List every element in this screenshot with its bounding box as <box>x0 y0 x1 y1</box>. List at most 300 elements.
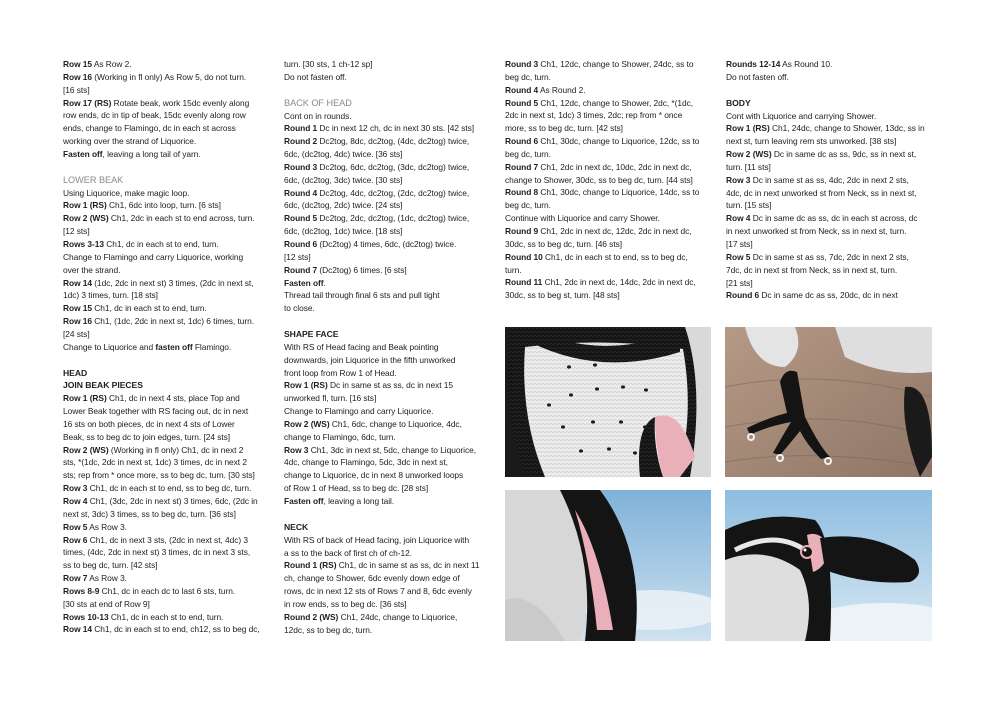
instruction-text: downwards, join Liquorice in the fifth unworked <box>284 354 456 365</box>
row-label: Round 1 <box>284 123 318 134</box>
instruction-text: next st, 3dc) 3 times, ss to beg dc, turn. [36 sts] <box>63 508 236 519</box>
instruction-text: As Row 3. <box>87 573 127 584</box>
row-label: Row 15 <box>63 59 93 69</box>
photo-penguin-wing-closeup <box>505 490 711 641</box>
instruction-text: Ch1, 3dc in next st, 5dc, change to Liquorice, <box>308 444 477 455</box>
paragraph-gap <box>284 315 494 328</box>
emphasis-text: fasten off <box>155 341 193 352</box>
instruction-line <box>63 559 273 572</box>
photo-penguin-feet-closeup <box>725 327 932 477</box>
instruction-line <box>505 135 715 148</box>
instruction-line <box>284 238 494 251</box>
instruction-line <box>63 199 273 212</box>
instruction-line <box>63 148 273 161</box>
row-label: Row 16 <box>63 316 93 327</box>
instruction-line <box>726 58 936 71</box>
instruction-line <box>63 58 273 71</box>
instruction-line <box>63 135 273 148</box>
instruction-line <box>63 508 273 521</box>
instruction-line <box>284 161 494 174</box>
row-label: Row 14 <box>63 277 93 288</box>
instruction-text: (1dc, 2dc in next st) 3 times, (2dc in next st, <box>92 277 254 288</box>
row-label: Row 1 (RS) <box>63 200 107 211</box>
instruction-line <box>284 418 494 431</box>
row-label: Round 3 <box>505 59 539 69</box>
instruction-line <box>284 174 494 187</box>
paragraph-gap <box>726 84 936 97</box>
row-label: Row 2 (WS) <box>63 444 109 455</box>
instruction-line <box>63 585 273 598</box>
instruction-line <box>726 110 936 123</box>
instruction-line <box>63 328 273 341</box>
instruction-text: turn. [15 sts] <box>726 200 772 211</box>
instruction-text: Ch1, dc in each st to end, turn. <box>108 611 224 622</box>
row-label: Row 3 <box>63 483 88 494</box>
instruction-line <box>63 444 273 457</box>
instruction-line <box>505 289 715 302</box>
row-label: Row 14 <box>63 624 93 635</box>
instruction-text: Ch1, 2dc in next dc, 14dc, 2dc in next dc, <box>542 277 696 288</box>
instruction-text: to close. <box>284 303 315 314</box>
instruction-line <box>63 251 273 264</box>
instruction-text: Dc in same dc as ss, 20dc, dc in next <box>759 290 898 301</box>
instruction-text: beg dc, turn. <box>505 71 551 82</box>
instruction-text: Cont on in rounds. <box>284 110 352 121</box>
section-heading: NECK <box>284 521 309 532</box>
instruction-text: turn. <box>505 264 522 275</box>
row-label: Row 3 <box>284 444 309 455</box>
instruction-text: Dc in same dc as ss, dc in each st across, dc <box>750 213 918 224</box>
instruction-line <box>505 225 715 238</box>
instruction-line <box>726 122 936 135</box>
instruction-line <box>284 199 494 212</box>
instruction-line <box>505 264 715 277</box>
instruction-line <box>726 251 936 264</box>
instruction-text: 30dc, ss to beg dc, turn. [46 sts] <box>505 238 623 249</box>
row-label: Round 8 <box>505 187 539 198</box>
row-label: Rows 3-13 <box>63 238 104 249</box>
instruction-text: Lower Beak together with RS facing out, dc in next <box>63 406 249 417</box>
instruction-line <box>284 251 494 264</box>
row-label: Row 1 (RS) <box>284 380 328 391</box>
instruction-line <box>284 212 494 225</box>
instruction-text: ch, change to Shower, 6dc evenly down edge of <box>284 573 460 584</box>
section-heading: HEAD <box>63 367 88 378</box>
row-label: Round 4 <box>284 187 318 198</box>
instruction-text: [21 sts] <box>726 277 753 288</box>
instruction-line <box>284 405 494 418</box>
instruction-line <box>63 456 273 469</box>
instruction-line <box>63 623 273 636</box>
instruction-text: Ch1, 6dc, change to Liquorice, 4dc, <box>329 418 462 429</box>
row-label: Row 5 <box>726 251 751 262</box>
row-label: Round 10 <box>505 251 543 262</box>
instruction-line <box>63 71 273 84</box>
instruction-line <box>63 431 273 444</box>
instruction-text: 6dc, (dc2tog, 2dc) twice. [24 sts] <box>284 200 403 211</box>
row-label: Round 1 (RS) <box>284 560 337 571</box>
instruction-line <box>284 559 494 572</box>
instruction-text: , leaving a long tail of yarn. <box>102 148 201 159</box>
instruction-line <box>284 431 494 444</box>
instruction-line <box>284 392 494 405</box>
instruction-line <box>284 225 494 238</box>
instruction-text: Ch1, 2dc in next dc, 10dc, 2dc in next dc, <box>538 161 692 172</box>
instruction-text: over the strand. <box>63 264 121 275</box>
instruction-text: Ch1, (1dc, 2dc in next st, 1dc) 6 times, turn. <box>92 316 254 327</box>
row-label: Row 1 (RS) <box>726 123 770 134</box>
row-label: Round 6 <box>284 238 318 249</box>
row-label: Rows 10-13 <box>63 611 109 622</box>
instruction-line <box>726 135 936 148</box>
row-label: Row 4 <box>63 496 88 506</box>
instruction-text: 1dc) 3 times, turn. [18 sts] <box>63 290 158 301</box>
instruction-text: Ch1, dc in each st to end, turn. <box>103 238 219 249</box>
instruction-text: As Row 2. <box>92 59 132 69</box>
section-heading: SHAPE FACE <box>284 329 339 340</box>
instruction-line <box>63 341 273 354</box>
instruction-line <box>505 122 715 135</box>
row-label: Row 6 <box>63 534 88 545</box>
instruction-text: Dc2tog, 8dc, dc2tog, (4dc, dc2tog) twice, <box>317 136 470 147</box>
instruction-line <box>284 148 494 161</box>
instruction-line <box>726 212 936 225</box>
instruction-text: rows, dc in next 12 sts of Rows 7 and 8, 6dc evenly <box>284 586 472 597</box>
instruction-line <box>63 521 273 534</box>
instruction-line <box>63 187 273 200</box>
instruction-line <box>284 264 494 277</box>
row-label: Row 15 <box>63 303 93 314</box>
instruction-line <box>284 611 494 624</box>
paragraph-gap <box>284 84 494 97</box>
instruction-text: Ch1, dc in each st to end, turn. <box>92 303 207 314</box>
instruction-text: Ch1, 12dc, change to Shower, 2dc, *(1dc, <box>538 97 694 108</box>
instruction-line <box>63 225 273 238</box>
instruction-line <box>63 212 273 225</box>
paragraph-gap <box>63 354 273 367</box>
row-label: Row 16 <box>63 71 93 82</box>
instruction-line <box>284 469 494 482</box>
instruction-text: With RS of Head facing and Beak pointing <box>284 341 439 352</box>
instruction-text: turn. [11 sts] <box>726 161 771 172</box>
instruction-text: , leaving a long tail. <box>323 496 395 506</box>
instruction-text: in next unworked st from Neck, ss in next st, turn. <box>726 226 907 237</box>
instruction-line <box>505 97 715 110</box>
instruction-line <box>63 122 273 135</box>
instruction-line <box>284 495 494 508</box>
instruction-text: With RS of back of Head facing, join Liquorice with <box>284 534 470 545</box>
instruction-text: Ch1, 12dc, change to Shower, 24dc, ss to <box>538 59 694 69</box>
row-label: Fasten off <box>284 496 324 506</box>
instruction-text: Ch1, dc in each st to end, ss to beg dc, <box>542 251 688 262</box>
instruction-text: Ch1, 2dc in next dc, 12dc, 2dc in next dc, <box>538 225 692 236</box>
instruction-line <box>284 585 494 598</box>
row-label: Row 1 (RS) <box>63 393 107 404</box>
instruction-text: (Working in fl only) Ch1, dc in next 2 <box>108 444 244 455</box>
instruction-line <box>63 289 273 302</box>
instruction-text: Ch1, 24dc, change to Liquorice, <box>338 611 458 622</box>
instruction-text: sts; rep from * once more, ss to beg dc, turn. [30 sts] <box>63 470 255 481</box>
instruction-line <box>505 251 715 264</box>
instruction-text: beg dc, turn. <box>505 200 551 211</box>
instruction-text: front loop from Row 1 of Head. <box>284 367 397 378</box>
row-label: Rows 8-9 <box>63 585 100 596</box>
instruction-text: As Round 10. <box>780 59 833 69</box>
instruction-text: As Row 3. <box>87 521 127 532</box>
photo-penguin-head-closeup <box>725 490 932 641</box>
instruction-text: [16 sts] <box>63 84 90 95</box>
row-label: Row 4 <box>726 213 751 224</box>
instruction-line <box>284 277 494 290</box>
row-label: Row 7 <box>63 573 88 584</box>
instruction-line <box>284 122 494 135</box>
instruction-text: Ch1, dc in next 3 sts, (2dc in next st, 4dc) 3 <box>87 534 248 545</box>
instruction-text: . <box>323 277 326 288</box>
instruction-line <box>505 109 715 122</box>
instruction-text: of Row 1 of Head, ss to beg dc. [28 sts] <box>284 483 429 494</box>
instruction-text: Ch1, dc in each st to end, ss to beg dc, turn. <box>87 483 252 494</box>
instruction-line <box>505 84 715 97</box>
instruction-line <box>284 456 494 469</box>
instruction-text: (Dc2tog) 6 times. [6 sts] <box>317 264 407 275</box>
instruction-text: Using Liquorice, make magic loop. <box>63 187 190 198</box>
instruction-line <box>284 482 494 495</box>
instruction-line <box>726 225 936 238</box>
instruction-line <box>505 148 715 161</box>
instruction-line <box>726 264 936 277</box>
text-column-4 <box>726 58 936 302</box>
instruction-line <box>284 341 494 354</box>
instruction-text: Do not fasten off. <box>726 71 789 82</box>
row-label: Round 6 <box>726 290 760 301</box>
instruction-text: Flamingo. <box>192 341 232 352</box>
instruction-line <box>726 199 936 212</box>
text-column-1 <box>63 58 273 636</box>
row-label: Round 9 <box>505 225 539 236</box>
instruction-line <box>63 392 273 405</box>
row-label: Round 3 <box>284 161 318 172</box>
instruction-text: 2dc in next st, 1dc) 3 times, 2dc; rep from * once <box>505 110 683 121</box>
instruction-text: Dc2tog, 4dc, dc2tog, (2dc, dc2tog) twice, <box>317 187 470 198</box>
row-label: Fasten off <box>63 148 103 159</box>
instruction-text: next st, turn leaving rem sts unworked. [38 sts] <box>726 136 897 147</box>
instruction-line <box>505 174 715 187</box>
instruction-line <box>284 110 494 123</box>
instruction-text: Ch1, 30dc, change to Liquorice, 14dc, ss to <box>538 187 700 198</box>
instruction-line <box>505 186 715 199</box>
instruction-text: Thread tail through final 6 sts and pull tight <box>284 290 440 301</box>
row-label: Round 5 <box>284 213 318 224</box>
instruction-text: Dc2tog, 6dc, dc2tog, (3dc, dc2tog) twice, <box>317 161 470 172</box>
row-label: Round 7 <box>284 264 318 275</box>
instruction-text: Dc in next 12 ch, dc in next 30 sts. [42 sts] <box>317 123 475 134</box>
instruction-text: Change to Liquorice and <box>63 341 156 352</box>
text-column-3 <box>505 58 715 302</box>
instruction-line <box>726 277 936 290</box>
instruction-text: ss to beg dc, turn. [42 sts] <box>63 560 158 571</box>
instruction-text: Change to Flamingo and carry Liquorice, working <box>63 251 244 262</box>
instruction-text: 6dc, (dc2tog, 3dc) twice. [30 sts] <box>284 174 403 185</box>
instruction-line <box>63 418 273 431</box>
instruction-text: more, ss to beg dc, turn. [42 sts] <box>505 123 623 134</box>
photo-penguin-body-closeup <box>505 327 711 477</box>
instruction-text: times, (4dc, 2dc in next st) 3 times, dc in next 3 sts, <box>63 547 251 558</box>
instruction-text: Ch1, dc in next 4 sts, place Top and <box>106 393 240 404</box>
instruction-text: Ch1, (3dc, 2dc in next st) 3 times, 6dc, (2dc in <box>87 496 258 506</box>
row-label: Round 2 <box>284 136 318 147</box>
row-label: Row 5 <box>63 521 88 532</box>
instruction-text: working over the strand of Liquorice. <box>63 136 197 147</box>
instruction-line <box>284 354 494 367</box>
instruction-line <box>63 611 273 624</box>
instruction-line <box>284 289 494 302</box>
instruction-line <box>284 547 494 560</box>
instruction-line <box>63 302 273 315</box>
instruction-text: 4dc, change to Flamingo, 5dc, 3dc in next st, <box>284 457 448 468</box>
section-heading: LOWER BEAK <box>63 174 124 185</box>
instruction-text: Dc in same st as ss, dc in next 15 <box>327 380 454 391</box>
instruction-text: Do not fasten off. <box>284 71 347 82</box>
instruction-text: 12dc, ss to beg dc, turn. <box>284 624 373 635</box>
row-label: Row 3 <box>726 174 751 185</box>
row-label: Row 2 (WS) <box>726 149 772 160</box>
paragraph-gap <box>284 508 494 521</box>
instruction-line <box>63 534 273 547</box>
instruction-text: Ch1, 30dc, change to Liquorice, 12dc, ss to <box>538 136 700 147</box>
instruction-text: Rotate beak, work 15dc evenly along <box>111 97 250 108</box>
row-label: Row 2 (WS) <box>63 213 109 224</box>
instruction-line <box>284 598 494 611</box>
instruction-line <box>63 546 273 559</box>
row-label: Round 5 <box>505 97 539 108</box>
instruction-text: unworked fl, turn. [16 sts] <box>284 393 377 404</box>
row-label: Round 7 <box>505 161 539 172</box>
instruction-text: 6dc, (dc2tog, 4dc) twice. [36 sts] <box>284 149 403 160</box>
instruction-line <box>505 276 715 289</box>
instruction-text: a ss to the back of first ch of ch-12. <box>284 547 412 558</box>
instruction-text: Change to Flamingo and carry Liquorice. <box>284 406 434 417</box>
row-label: Round 4 <box>505 84 539 95</box>
instruction-line <box>726 71 936 84</box>
instruction-line <box>63 315 273 328</box>
instruction-text: sts, *(1dc, 2dc in next st, 1dc) 3 times, dc in next 2 <box>63 457 247 468</box>
instruction-line <box>505 161 715 174</box>
instruction-text: change to Liquorice, dc in next 8 unworked loops <box>284 470 464 481</box>
instruction-text: Ch1, 6dc into loop, turn. [6 sts] <box>106 200 221 211</box>
instruction-line <box>726 148 936 161</box>
instruction-text: [12 sts] <box>284 251 311 262</box>
row-label: Row 2 (WS) <box>284 418 330 429</box>
instruction-line <box>284 58 494 71</box>
instruction-text: (Working in fl only) As Row 5, do not turn. <box>92 71 247 82</box>
instruction-line <box>284 367 494 380</box>
row-label: Round 6 <box>505 136 539 147</box>
instruction-line <box>63 238 273 251</box>
instruction-line <box>726 289 936 302</box>
instruction-text: As Round 2. <box>538 84 586 95</box>
instruction-text: 16 sts on both pieces, dc in next 4 sts of Lower <box>63 418 235 429</box>
instruction-line <box>63 572 273 585</box>
instruction-line <box>284 71 494 84</box>
row-label: Fasten off <box>284 277 324 288</box>
instruction-text: Beak, ss to beg dc to join edges, turn. [24 sts] <box>63 431 231 442</box>
instruction-text: [17 sts] <box>726 238 753 249</box>
instruction-line <box>284 572 494 585</box>
instruction-line <box>726 238 936 251</box>
instruction-text: turn. [30 sts, 1 ch-12 sp] <box>284 59 373 69</box>
section-heading: JOIN BEAK PIECES <box>63 380 143 391</box>
section-heading: BODY <box>726 97 751 108</box>
instruction-line <box>63 97 273 110</box>
instruction-text: 6dc, (dc2tog, 1dc) twice. [18 sts] <box>284 226 403 237</box>
instruction-text: change to Flamingo, 6dc, turn. <box>284 431 396 442</box>
instruction-text: Dc in same st as ss, 7dc, 2dc in next 2 sts, <box>750 251 909 262</box>
instruction-text: 30dc, ss to beg st, turn. [48 sts] <box>505 290 620 301</box>
instruction-text: beg dc, turn. <box>505 148 551 159</box>
instruction-line <box>63 277 273 290</box>
instruction-text: 4dc, dc in next unworked st from Neck, ss in next st, <box>726 187 917 198</box>
instruction-line <box>505 199 715 212</box>
instruction-text: [24 sts] <box>63 328 90 339</box>
instruction-text: change to Shower, 30dc, ss to beg dc, turn. [44 sts] <box>505 174 693 185</box>
instruction-line <box>63 495 273 508</box>
instruction-text: in row ends, ss to beg dc. [36 sts] <box>284 598 407 609</box>
instruction-text: Cont with Liquorice and carrying Shower. <box>726 110 877 121</box>
instruction-line <box>505 58 715 71</box>
instruction-line <box>284 302 494 315</box>
row-label: Round 11 <box>505 277 543 288</box>
instruction-line <box>284 187 494 200</box>
instruction-line <box>63 469 273 482</box>
instruction-line <box>284 624 494 637</box>
instruction-text: [30 sts at end of Row 9] <box>63 598 150 609</box>
instruction-line <box>63 482 273 495</box>
instruction-line <box>284 379 494 392</box>
paragraph-gap <box>63 161 273 174</box>
instruction-line <box>505 71 715 84</box>
instruction-text: 7dc, dc in next st from Neck, ss in next st, turn. <box>726 264 898 275</box>
instruction-text: Ch1, 2dc in each st to end across, turn. <box>108 213 255 224</box>
instruction-text: Dc in same st as ss, 4dc, 2dc in next 2 sts, <box>750 174 909 185</box>
instruction-line <box>284 135 494 148</box>
instruction-line <box>284 534 494 547</box>
instruction-line <box>726 187 936 200</box>
instruction-text: Dc in same dc as ss, 9dc, ss in next st, <box>771 149 917 160</box>
row-label: Round 2 (WS) <box>284 611 339 622</box>
instruction-text: row ends, dc in tip of beak, 15dc evenly along row <box>63 110 246 121</box>
instruction-text: (Dc2tog) 4 times, 6dc, (dc2tog) twice. <box>317 238 457 249</box>
instruction-text: Ch1, dc in same st as ss, dc in next 11 <box>336 560 480 571</box>
instruction-line <box>63 405 273 418</box>
instruction-text: Ch1, dc in each dc to last 6 sts, turn. <box>99 585 236 596</box>
row-label: Rounds 12-14 <box>726 59 781 69</box>
section-heading: BACK OF HEAD <box>284 97 352 108</box>
instruction-line <box>284 444 494 457</box>
instruction-line <box>505 238 715 251</box>
instruction-text: Dc2tog, 2dc, dc2tog, (1dc, dc2tog) twice, <box>317 213 470 224</box>
instruction-text: Ch1, 24dc, change to Shower, 13dc, ss in <box>769 123 925 134</box>
instruction-line <box>63 84 273 97</box>
instruction-line <box>726 174 936 187</box>
instruction-line <box>505 212 715 225</box>
instruction-line <box>726 161 936 174</box>
instruction-text: [12 sts] <box>63 226 90 237</box>
text-column-2 <box>284 58 494 636</box>
instruction-text: ends, change to Flamingo, dc in each st across <box>63 123 236 134</box>
instruction-text: Continue with Liquorice and carry Shower. <box>505 213 660 224</box>
instruction-text: Ch1, dc in each st to end, ch12, ss to beg dc, <box>92 624 260 635</box>
instruction-line <box>63 109 273 122</box>
